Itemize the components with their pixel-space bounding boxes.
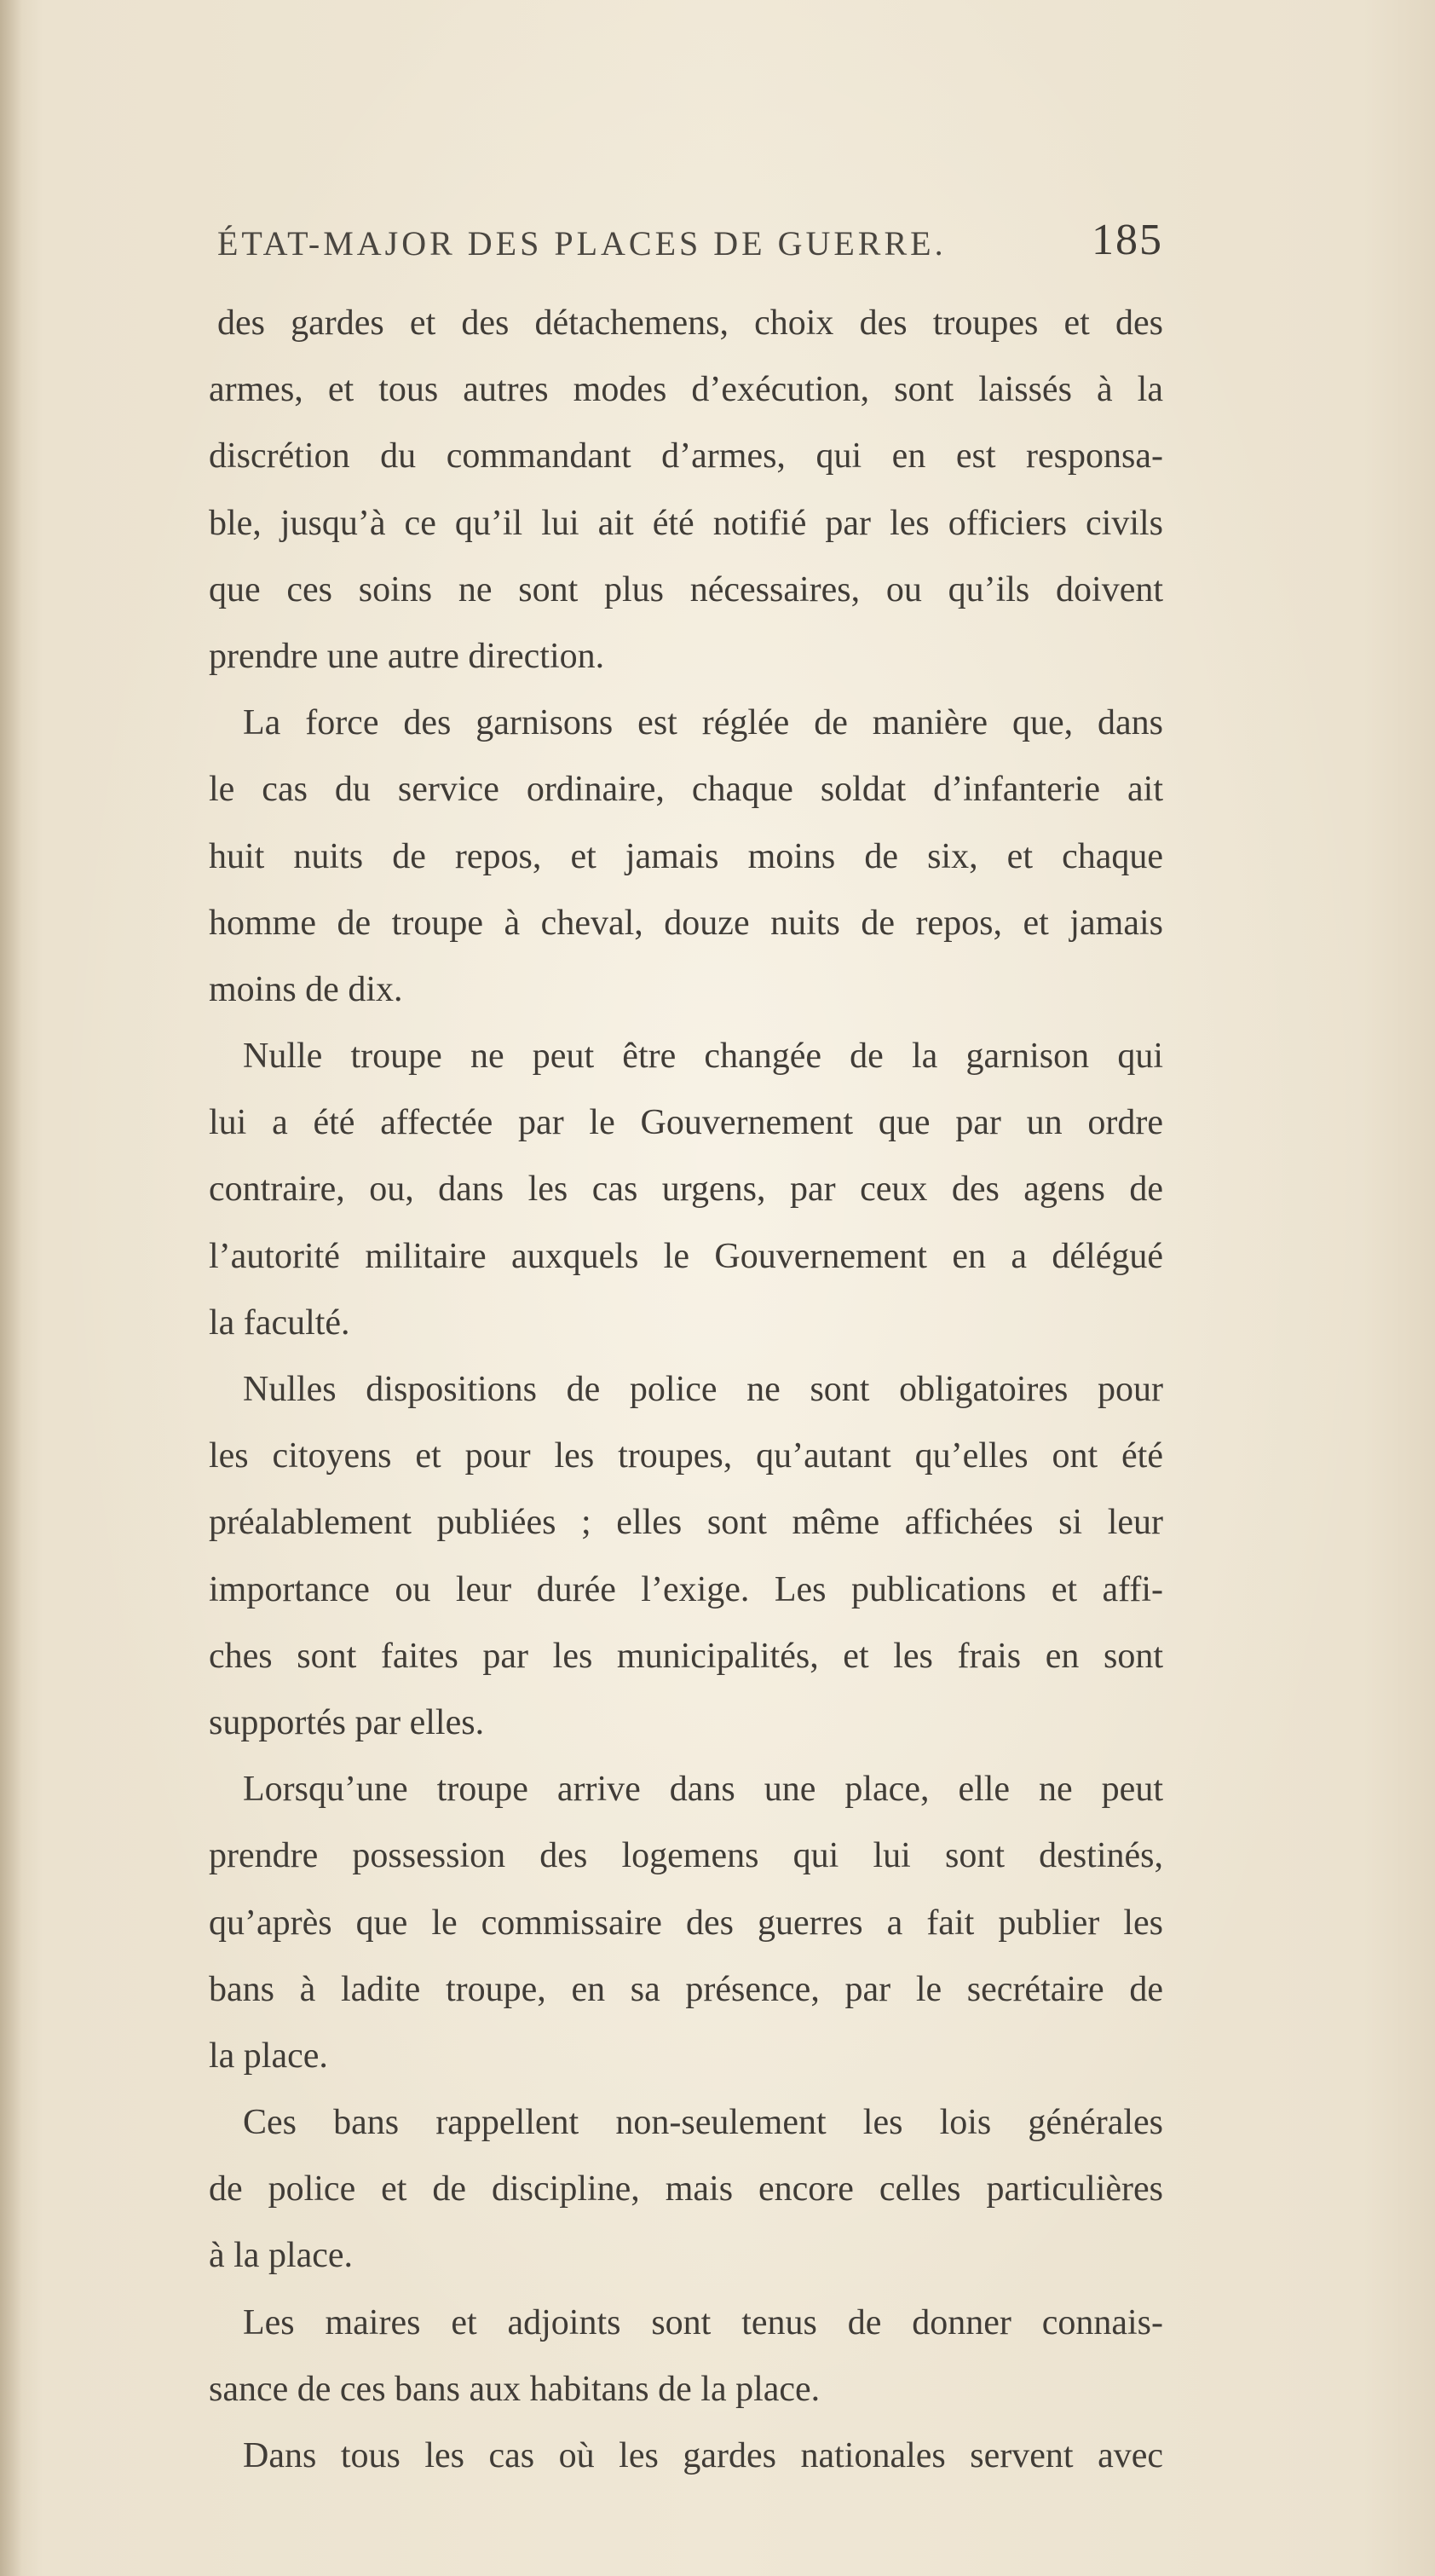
text-line: sance de ces bans aux habitans de la place.: [209, 2369, 821, 2409]
paragraph-start-line: Nulles dispositions de police ne sont obligatoires pour: [243, 1370, 1163, 1409]
text-line: lui a été affectée par le Gouvernement que par un ordre: [209, 1103, 1163, 1143]
paragraph-start-line: Lorsqu’une troupe arrive dans une place, elle ne peut: [243, 1770, 1163, 1810]
paragraph-start-line: La force des garnisons est réglée de manière que, dans: [243, 703, 1163, 743]
text-line: ble, jusqu’à ce qu’il lui ait été notifié par les officiers civils: [209, 503, 1163, 543]
text-line: le cas du service ordinaire, chaque soldat d’infanterie ait: [209, 770, 1163, 810]
body-text: [209, 290, 1163, 2489]
text-line: que ces soins ne sont plus nécessaires, ou qu’ils doivent: [209, 569, 1163, 609]
text-line: à la place.: [209, 2236, 354, 2276]
text-line: prendre possession des logemens qui lui sont destinés,: [209, 1836, 1163, 1876]
text-line: l’autorité militaire auxquels le Gouvernement en a délégué: [209, 1236, 1163, 1276]
text-line: discrétion du commandant d’armes, qui en est responsa-: [209, 436, 1163, 477]
paragraph-start-line: Ces bans rappellent non-seulement les lois générales: [243, 2103, 1163, 2143]
text-line: moins de dix.: [209, 969, 403, 1009]
paragraph-start-line: Les maires et adjoints sont tenus de donner connais-: [243, 2302, 1163, 2342]
text-line: importance ou leur durée l’exige. Les publications et affi-: [209, 1569, 1163, 1609]
page-header: [217, 216, 1163, 274]
spine-shadow: [0, 0, 22, 2576]
text-line: contraire, ou, dans les cas urgens, par ceux des agens de: [209, 1170, 1163, 1210]
page-number: 185: [1092, 216, 1163, 264]
text-line: armes, et tous autres modes d’exécution, sont laissés à la: [209, 370, 1163, 410]
text-line: des gardes et des détachemens, choix des troupes et des: [217, 303, 1163, 343]
text-line: huit nuits de repos, et jamais moins de six, et chaque: [209, 836, 1163, 876]
paragraph-start-line: Dans tous les cas où les gardes nationales servent avec: [243, 2436, 1163, 2475]
text-line: la faculté.: [209, 1302, 350, 1343]
text-line: supportés par elles.: [209, 1702, 485, 1742]
text-line: de police et de discipline, mais encore celles particulières: [209, 2169, 1163, 2209]
running-title: ÉTAT-MAJOR DES PLACES DE GUERRE.: [217, 224, 947, 263]
text-line: homme de troupe à cheval, douze nuits de repos, et jamais: [209, 903, 1163, 943]
text-line: prendre une autre direction.: [209, 636, 605, 676]
paragraph-start-line: Nulle troupe ne peut être changée de la garnison qui: [243, 1037, 1163, 1077]
text-line: ches sont faites par les municipalités, et les frais en sont: [209, 1636, 1163, 1676]
text-line: les citoyens et pour les troupes, qu’autant qu’elles ont été: [209, 1436, 1163, 1476]
text-line: préalablement publiées ; elles sont même affichées si leur: [209, 1503, 1163, 1543]
text-line: la place.: [209, 2036, 328, 2076]
text-line: bans à ladite troupe, en sa présence, par le secrétaire de: [209, 1969, 1163, 2009]
text-line: qu’après que le commissaire des guerres a fait publier les: [209, 1903, 1163, 1943]
